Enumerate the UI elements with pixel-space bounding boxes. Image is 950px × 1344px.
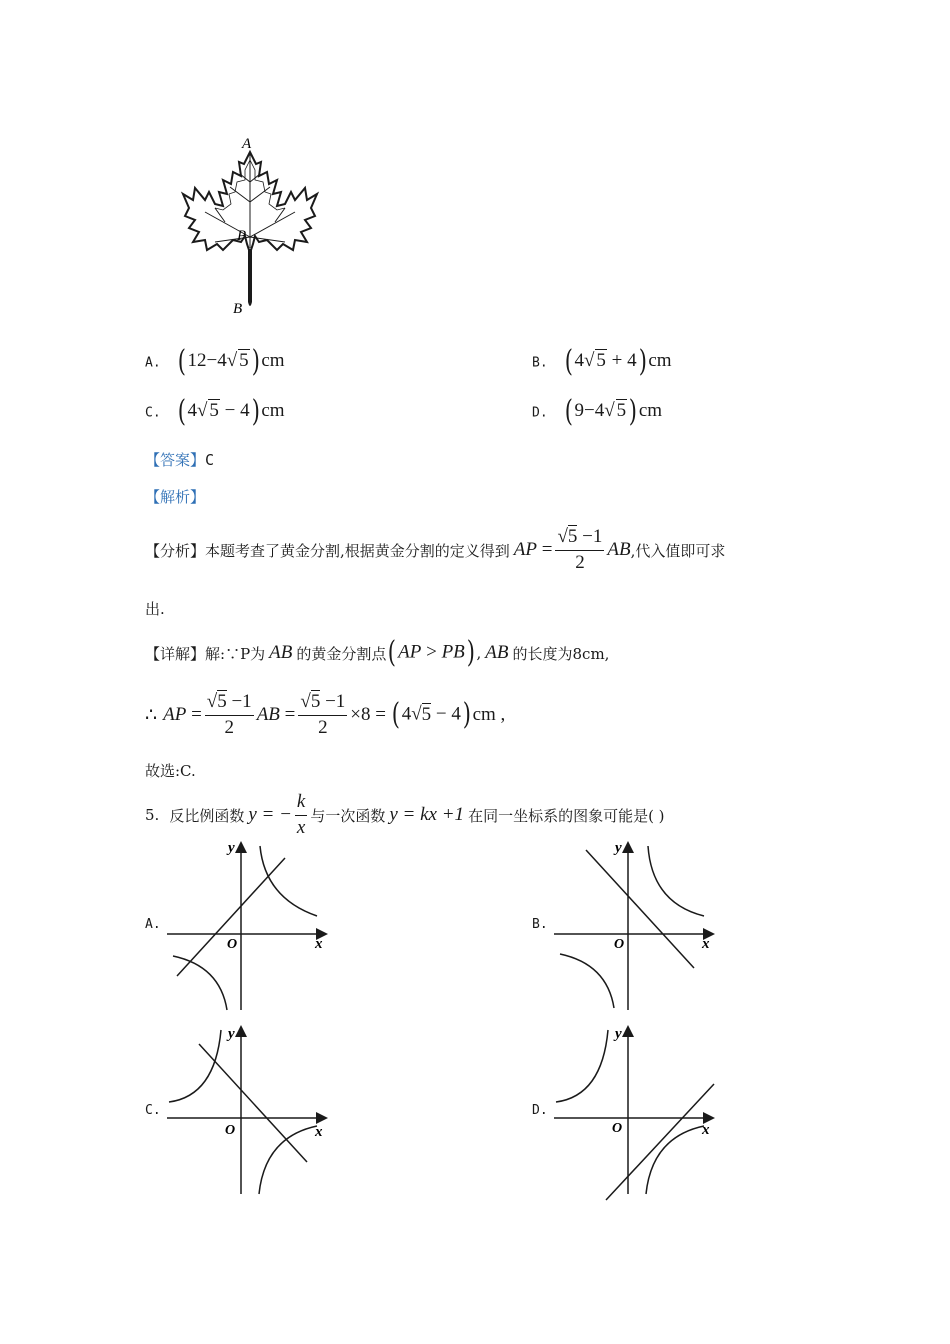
option-a-pre: 12 (187, 350, 207, 372)
graph-c[interactable] (165, 1022, 335, 1197)
option-b-post: 4 (627, 350, 637, 372)
option-c[interactable]: C. (4√ 5 − 4)cm (145, 394, 285, 429)
option-c-letter: C. (145, 405, 161, 421)
graph-d-letter: D. (532, 1103, 548, 1118)
graph-b-letter: B. (532, 917, 548, 932)
graph-d[interactable] (552, 1022, 722, 1204)
fenxi-line: 【分析】 本题考查了黄金分割,根据黄金分割的定义得到 AP = $\frac{√5 -1}{2}$ AB ,代入值即可求 (145, 526, 726, 573)
q5-number: 5. (145, 806, 160, 825)
q5-text1: 反比例函数 (169, 806, 245, 825)
option-b-op: + (611, 350, 623, 372)
graph-a[interactable] (165, 838, 335, 1013)
graph-a-y: y (228, 840, 235, 856)
option-d-minus: − (583, 400, 595, 422)
option-c-op: − (224, 400, 236, 422)
detail-text1: 解:∵P为 (205, 644, 266, 663)
option-d-rad: 5 (616, 400, 627, 422)
option-c-rad: 5 (209, 400, 219, 422)
option-b-letter: B. (532, 355, 548, 371)
graph-b-x: x (702, 936, 710, 952)
q5-eq1-num: k (295, 792, 307, 816)
detail-line1: 【详解】 解:∵P为 AB 的黄金分割点 (AP > PB) , AB 的长度为8cm, (145, 635, 610, 670)
result-unit: cm , (472, 704, 506, 726)
graph-d-x: x (702, 1122, 710, 1138)
graph-a-o: O (227, 937, 238, 952)
option-d-pre: 9 (574, 400, 584, 422)
question-5 (145, 792, 665, 839)
option-c-post: 4 (240, 400, 250, 422)
leaf-veins (205, 154, 295, 248)
detail-text2: 的黄金分割点 (296, 644, 387, 663)
option-d-coef: 4 (594, 400, 605, 422)
q5-eq1-den: x (296, 816, 306, 838)
option-a-coef: 4 (217, 350, 227, 372)
option-a[interactable]: A. (12−4√ 5)cm (145, 344, 285, 379)
graph-c-x: x (315, 1124, 323, 1140)
times-eight: ×8 = (350, 704, 386, 726)
maple-leaf-figure (175, 132, 325, 322)
option-b-coef: 4 (574, 350, 584, 372)
graph-d-o: O (612, 1121, 623, 1136)
fenxi-text3: 出. (145, 600, 165, 618)
detail-text4: 的长度为8cm, (512, 644, 610, 663)
graph-a-letter: A. (145, 917, 161, 932)
option-c-unit: cm (261, 400, 285, 422)
fenxi-text1: 本题考查了黄金分割,根据黄金分割的定义得到 (205, 541, 510, 560)
detail-tag: 【详解】 (145, 644, 206, 663)
label-a: A (242, 136, 252, 152)
option-a-letter: A. (145, 355, 161, 371)
option-d-letter: D. (532, 405, 548, 421)
label-b: B (233, 301, 243, 317)
option-d[interactable]: D. (9−4√ 5)cm (532, 394, 663, 429)
option-a-unit: cm (261, 350, 285, 372)
fenxi-tag: 【分析】 (145, 541, 206, 560)
answer-line (145, 449, 214, 470)
label-p: P (237, 228, 247, 244)
option-b-unit: cm (648, 350, 672, 372)
detail-line2: ∴ AP = $\frac{√5 -1}{2}$ AB = $\frac{√5 -1}{2}$ ×8 = (4√5 − 4) cm , (145, 691, 506, 738)
option-d-unit: cm (638, 400, 663, 422)
therefore-symbol: ∴ (145, 704, 158, 726)
q5-text2: 与一次函数 (310, 806, 386, 825)
graph-b-y: y (615, 840, 622, 856)
answer-tag: 【答案】 (145, 451, 206, 469)
graph-b[interactable] (552, 838, 722, 1013)
graph-c-y: y (228, 1026, 235, 1042)
option-b-rad: 5 (596, 350, 606, 372)
graph-d-y: y (615, 1026, 622, 1042)
option-a-minus: − (206, 350, 218, 372)
q5-eq2: y = kx +1 (389, 804, 465, 826)
graph-a-x: x (315, 936, 323, 952)
option-b[interactable]: B. (4√ 5 + 4)cm (532, 344, 672, 379)
leaf-stem (248, 250, 252, 306)
q5-eq1-lhs: y = − (248, 804, 292, 826)
option-a-rad: 5 (239, 350, 249, 372)
detail-text3: , (476, 644, 482, 662)
answer-value: C (205, 451, 215, 469)
graph-b-o: O (614, 937, 625, 952)
fenxi-fraction: $\frac{√5 -1}{2}$ (557, 526, 603, 573)
analysis-tag: 【解析】 (145, 488, 206, 506)
choose-line: 故选:C. (145, 762, 196, 780)
graph-c-letter: C. (145, 1103, 161, 1118)
fenxi-text2: ,代入值即可求 (630, 541, 726, 560)
option-c-coef: 4 (187, 400, 197, 422)
graph-c-o: O (225, 1123, 236, 1138)
q5-text3: 在同一坐标系的图象可能是( ) (468, 806, 665, 825)
